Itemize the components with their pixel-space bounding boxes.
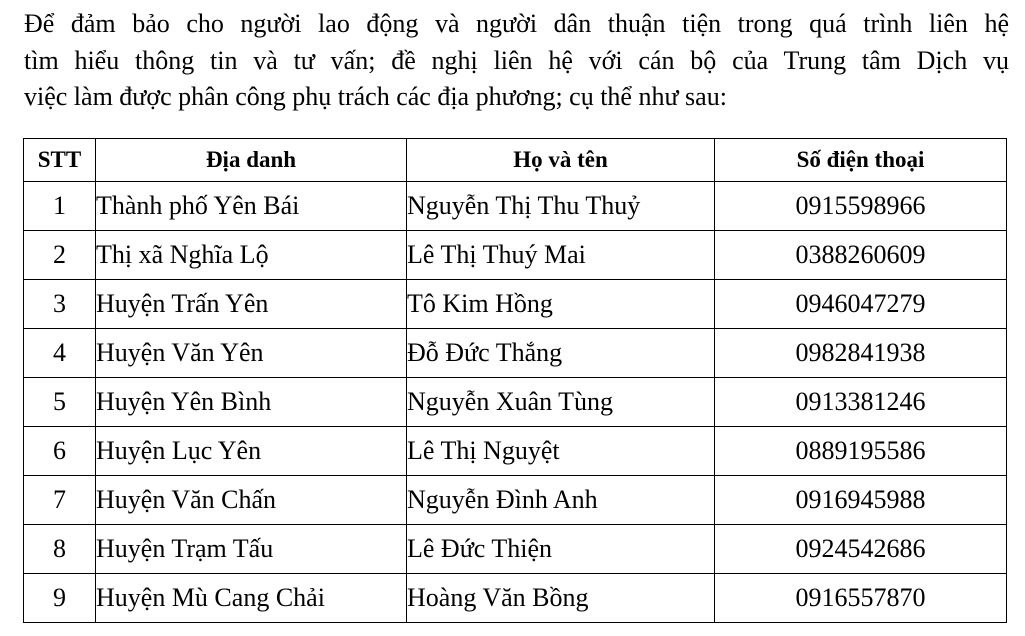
cell-name: Lê Thị Nguyệt xyxy=(407,427,715,476)
cell-phone: 0889195586 xyxy=(715,427,1007,476)
cell-name: Lê Thị Thuý Mai xyxy=(407,231,715,280)
intro-paragraph xyxy=(24,6,1009,116)
cell-phone: 0388260609 xyxy=(715,231,1007,280)
cell-name: Hoàng Văn Bồng xyxy=(407,574,715,623)
cell-name: Nguyễn Đình Anh xyxy=(407,476,715,525)
contacts-table xyxy=(23,138,1007,623)
table-header-row xyxy=(24,139,1007,182)
cell-place: Huyện Yên Bình xyxy=(96,378,407,427)
cell-name: Lê Đức Thiện xyxy=(407,525,715,574)
cell-stt: 7 xyxy=(24,476,96,525)
table-row xyxy=(24,182,1007,231)
cell-name: Nguyễn Thị Thu Thuỷ xyxy=(407,182,715,231)
header-place: Địa danh xyxy=(96,139,407,182)
cell-phone: 0924542686 xyxy=(715,525,1007,574)
cell-stt: 4 xyxy=(24,329,96,378)
table-row xyxy=(24,378,1007,427)
cell-place: Thị xã Nghĩa Lộ xyxy=(96,231,407,280)
cell-place: Huyện Trạm Tấu xyxy=(96,525,407,574)
cell-name: Tô Kim Hồng xyxy=(407,280,715,329)
intro-line-2: tìm hiểu thông tin và tư vấn; đề nghị liên hệ với cán bộ của Trung tâm Dịch vụ xyxy=(24,45,1009,75)
cell-place: Thành phố Yên Bái xyxy=(96,182,407,231)
cell-phone: 0982841938 xyxy=(715,329,1007,378)
cell-stt: 6 xyxy=(24,427,96,476)
header-stt: STT xyxy=(24,139,96,182)
cell-place: Huyện Văn Yên xyxy=(96,329,407,378)
header-phone: Số điện thoại xyxy=(715,139,1007,182)
cell-place: Huyện Trấn Yên xyxy=(96,280,407,329)
cell-name: Đỗ Đức Thắng xyxy=(407,329,715,378)
table-row xyxy=(24,476,1007,525)
cell-place: Huyện Mù Cang Chải xyxy=(96,574,407,623)
cell-place: Huyện Văn Chấn xyxy=(96,476,407,525)
cell-stt: 1 xyxy=(24,182,96,231)
cell-stt: 3 xyxy=(24,280,96,329)
cell-place: Huyện Lục Yên xyxy=(96,427,407,476)
cell-stt: 9 xyxy=(24,574,96,623)
cell-phone: 0916945988 xyxy=(715,476,1007,525)
table-row xyxy=(24,525,1007,574)
cell-stt: 2 xyxy=(24,231,96,280)
table-row xyxy=(24,231,1007,280)
cell-stt: 8 xyxy=(24,525,96,574)
header-name: Họ và tên xyxy=(407,139,715,182)
cell-stt: 5 xyxy=(24,378,96,427)
table-row xyxy=(24,574,1007,623)
table-row xyxy=(24,280,1007,329)
intro-line-3: việc làm được phân công phụ trách các địa phương; cụ thể như sau: xyxy=(24,82,727,111)
intro-line-1: Để đảm bảo cho người lao động và người dân thuận tiện trong quá trình liên hệ xyxy=(24,9,1009,38)
cell-phone: 0915598966 xyxy=(715,182,1007,231)
table-row xyxy=(24,427,1007,476)
cell-phone: 0916557870 xyxy=(715,574,1007,623)
table-row xyxy=(24,329,1007,378)
cell-phone: 0913381246 xyxy=(715,378,1007,427)
cell-phone: 0946047279 xyxy=(715,280,1007,329)
cell-name: Nguyễn Xuân Tùng xyxy=(407,378,715,427)
